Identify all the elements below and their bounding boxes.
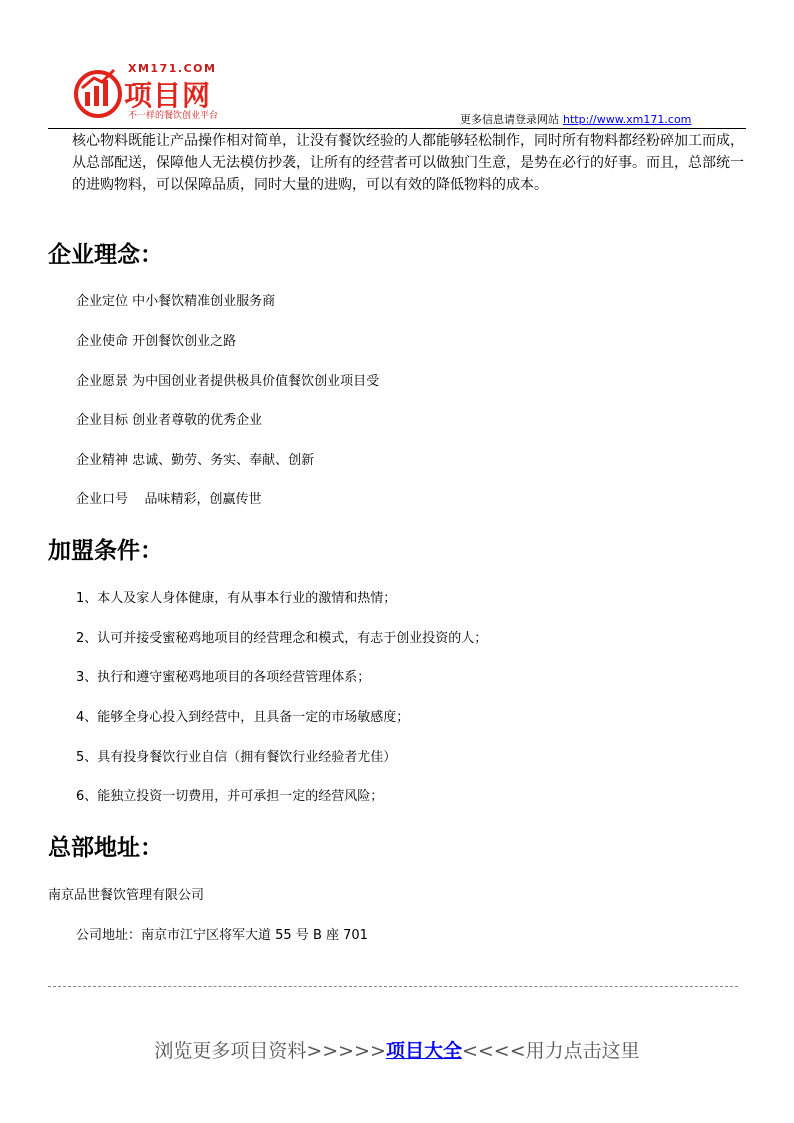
company-name: 南京品世餐饮管理有限公司 [48, 888, 205, 903]
logo-chart-icon [72, 66, 124, 118]
header-notice-text: 更多信息请登录网站 [460, 113, 559, 126]
logo-name: 项目网 [124, 79, 212, 112]
condition-item: 1、本人及家人身体健康，有从事本行业的激情和热情； [76, 591, 397, 606]
address-heading: 总部地址： [48, 835, 163, 861]
philosophy-item: 企业目标 创业者尊敬的优秀企业 [76, 413, 263, 428]
header-notice [460, 111, 691, 127]
philosophy-item: 企业精神 忠诚、勤劳、务实、奉献、创新 [76, 453, 315, 468]
dashed-divider [48, 986, 738, 987]
footer-prefix: 浏览更多项目资料>>>>> [154, 1040, 386, 1062]
company-address: 公司地址：南京市江宁区将军大道 55 号 B 座 701 [76, 928, 368, 943]
philosophy-item: 企业愿景 为中国创业者提供极具价值餐饮创业项目受 [76, 374, 380, 389]
condition-item: 6、能独立投资一切费用，并可承担一定的经营风险； [76, 789, 384, 804]
website-link[interactable]: http://www.xm171.com [563, 113, 692, 126]
philosophy-heading: 企业理念： [48, 242, 163, 268]
conditions-heading: 加盟条件： [48, 538, 163, 564]
intro-paragraph: 核心物料既能让产品操作相对简单，让没有餐饮经验的人都能够轻松制作，同时所有物料都经粉碎加工而成，从总部配送，保障他人无法模仿抄袭，让所有的经营者可以做独门生意，是势在必行的好事。而且，总部统一的进购物料，可以保障品质，同时大量的进购，可以有效的降低物料的成本。 [72, 133, 744, 193]
footer-suffix: <<<<用力点击这里 [461, 1040, 640, 1062]
philosophy-item: 企业口号 品味精彩，创赢传世 [76, 492, 262, 507]
header-divider [48, 128, 746, 129]
philosophy-item: 企业使命 开创餐饮创业之路 [76, 334, 237, 349]
condition-item: 4、能够全身心投入到经营中，且具备一定的市场敏感度； [76, 710, 410, 725]
condition-item: 2、认可并接受蜜秘鸡地项目的经营理念和模式，有志于创业投资的人； [76, 631, 488, 646]
philosophy-item: 企业定位 中小餐饮精准创业服务商 [76, 294, 276, 309]
condition-item: 3、执行和遵守蜜秘鸡地项目的各项经营管理体系； [76, 670, 371, 685]
footer-promo [0, 1036, 794, 1063]
logo-url-text: XM171.COM [128, 62, 217, 75]
condition-item: 5、具有投身餐饮行业自信（拥有餐饮行业经验者尤佳） [76, 750, 397, 765]
project-directory-link[interactable]: 项目大全 [385, 1040, 462, 1062]
site-logo[interactable] [72, 62, 232, 122]
logo-slogan: 不一样的餐饮创业平台 [128, 111, 219, 121]
